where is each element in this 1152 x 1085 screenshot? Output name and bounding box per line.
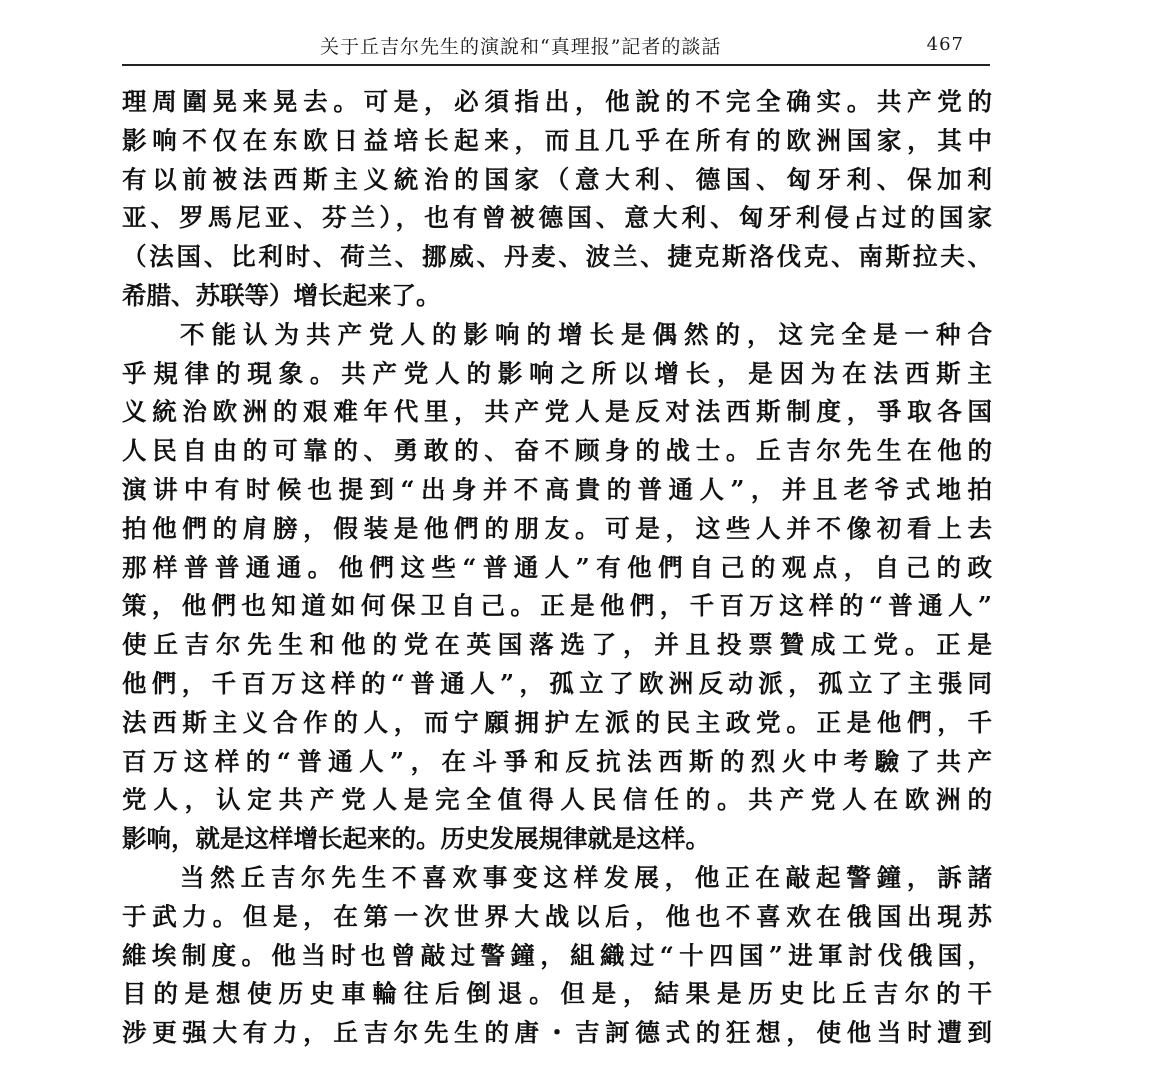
text-line: 使丘吉尔先生和他的党在英国落选了，并且投票贊成工党。正是 <box>122 630 992 660</box>
text-line: 党人，认定共产党人是完全值得人民信任的。共产党人在欧洲的 <box>122 785 992 815</box>
text-line: 人民自由的可靠的、勇敢的、奋不顾身的战士。丘吉尔先生在他的 <box>122 436 992 466</box>
running-title: 关于丘吉尔先生的演說和“真理报”記者的談話 <box>320 36 722 58</box>
text-line: 目的是想使历史車輪往后倒退。但是，結果是历史比丘吉尔的干 <box>122 979 992 1009</box>
text-line: 影响不仅在东欧日益培长起来，而且几乎在所有的欧洲国家，其中 <box>122 125 992 155</box>
page-number: 467 <box>926 34 964 55</box>
text-line: 他們，千百万这样的“普通人”，孤立了欧洲反动派，孤立了主張同 <box>122 668 992 698</box>
text-line: 策，他們也知道如何保卫自己。正是他們，千百万这样的“普通人” <box>122 591 992 621</box>
text-line: 理周圍晃来晃去。可是，必須指出，他說的不完全确实。共产党的 <box>122 87 992 116</box>
text-line: 乎規律的現象。共产党人的影响之所以增长，是因为在法西斯主 <box>122 358 992 388</box>
text-line: 当然丘吉尔先生不喜欢事变这样发展，他正在敲起警鐘，訴諸 <box>180 862 992 892</box>
text-line: （法国、比利时、荷兰、挪威、丹麦、波兰、捷克斯洛伐克、南斯拉夫、 <box>122 242 992 272</box>
text-line: 涉更强大有力，丘吉尔先生的唐・吉訶德式的狂想，使他当时遭到 <box>122 1018 992 1048</box>
text-line: 有以前被法西斯主义統治的国家（意大利、德国、匈牙利、保加利 <box>122 164 992 194</box>
text-line: 于武力。但是，在第一次世界大战以后，他也不喜欢在俄国出現苏 <box>122 901 992 931</box>
text-line: 法西斯主义合作的人，而宁願拥护左派的民主政党。正是他們，千 <box>122 707 992 737</box>
body-text <box>122 83 992 1053</box>
text-line: 維埃制度。他当时也曾敲过警鐘，組織过“十四国”进軍討伐俄国， <box>122 940 992 970</box>
text-line: 义統治欧洲的艰难年代里，共产党人是反对法西斯制度，爭取各国 <box>122 397 992 427</box>
text-line: 亚、罗馬尼亚、芬兰），也有曾被德国、意大利、匈牙利侵占过的国家 <box>122 203 992 233</box>
text-line: 演讲中有时候也提到“出身并不高貴的普通人”，并且老爷式地拍 <box>122 474 992 504</box>
text-line: 不能认为共产党人的影响的增长是偶然的，这完全是一种合 <box>180 319 992 349</box>
text-line: 拍他們的肩膀，假装是他們的朋友。可是，这些人并不像初看上去 <box>122 513 992 543</box>
text-line: 希腊、苏联等）增长起来了。 <box>122 280 441 310</box>
text-line: 百万这样的“普通人”，在斗爭和反抗法西斯的烈火中考驗了共产 <box>122 746 992 776</box>
running-header <box>122 26 990 66</box>
text-line: 影响，就是这样增长起来的。历史发展規律就是这样。 <box>122 824 710 854</box>
text-line: 那样普普通通。他們这些“普通人”有他們自己的观点，自己的政 <box>122 552 992 582</box>
